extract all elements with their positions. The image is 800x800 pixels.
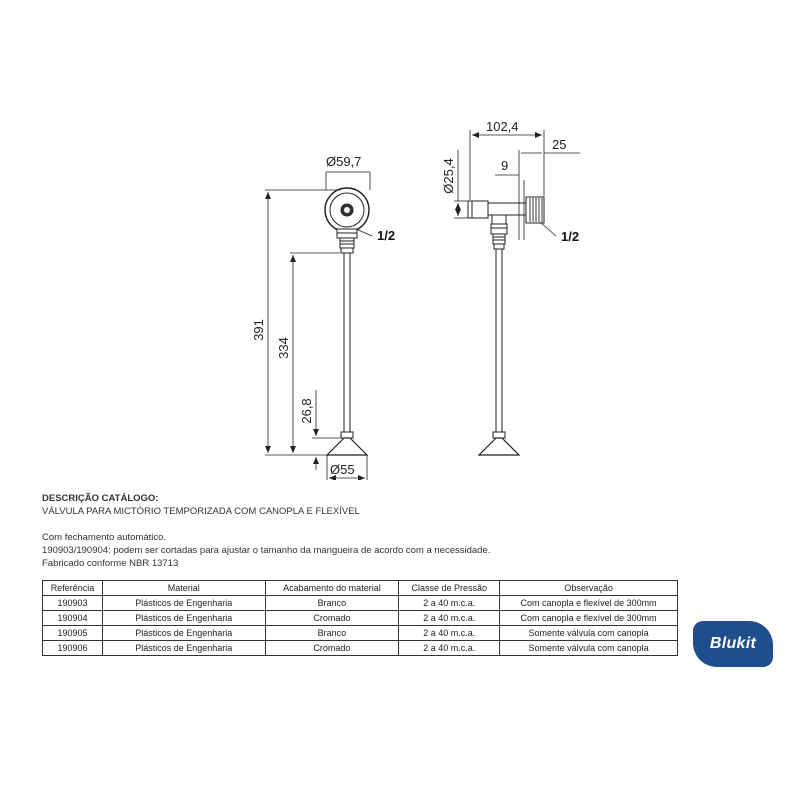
header-material: Material [102,581,265,596]
cell-reference: 190903 [43,596,103,611]
cell-finish: Branco [265,596,399,611]
cell-material: Plásticos de Engenharia [102,626,265,641]
description-line-3: Fabricado conforme NBR 13713 [42,558,179,569]
cell-reference: 190905 [43,626,103,641]
front-height-tube-label: 334 [276,337,291,359]
table-row [43,611,678,626]
spec-table [42,580,678,656]
table-row [43,641,678,656]
side-width-total-label: 102,4 [486,119,519,134]
front-height-base-label: 26,8 [299,398,314,424]
cell-pressure: 2 a 40 m.c.a. [399,596,500,611]
blukit-logo [693,621,773,667]
description-subtitle: VÁLVULA PARA MICTÓRIO TEMPORIZADA COM CANOPLA E FLEXÍVEL [42,506,360,517]
side-width-flange-label: 25 [552,137,567,152]
cell-pressure: 2 a 40 m.c.a. [399,626,500,641]
cell-material: Plásticos de Engenharia [102,611,265,626]
side-diameter-button-label: Ø25,4 [441,158,456,194]
table-header-row [43,581,678,596]
side-thread-label: 1/2 [561,229,580,244]
cell-material: Plásticos de Engenharia [102,596,265,611]
side-offset-label: 9 [501,158,509,173]
header-pressure: Classe de Pressão [399,581,500,596]
side-view [454,130,580,455]
table-row [43,626,678,641]
front-thread-label: 1/2 [377,228,396,243]
cell-note: Somente válvula com canopla [500,626,678,641]
front-height-total-label: 391 [251,319,266,341]
cell-finish: Cromado [265,611,399,626]
table-row [43,596,678,611]
header-note: Observação [500,581,678,596]
cell-pressure: 2 a 40 m.c.a. [399,641,500,656]
cell-note: Somente válvula com canopla [500,641,678,656]
cell-finish: Branco [265,626,399,641]
brand-name: Blukit [709,635,757,652]
cell-pressure: 2 a 40 m.c.a. [399,611,500,626]
cell-reference: 190904 [43,611,103,626]
header-reference: Referência [43,581,103,596]
cell-note: Com canopla e flexível de 300mm [500,596,678,611]
description-line-2: 190903/190904: podem ser cortadas para ajustar o tamanho da mangueira de acordo com a necessidade. [42,545,491,556]
cell-material: Plásticos de Engenharia [102,641,265,656]
description-heading: DESCRIÇÃO CATÁLOGO: [42,493,159,504]
cell-note: Com canopla e flexível de 300mm [500,611,678,626]
front-diameter-base-label: Ø55 [330,462,355,477]
description-line-1: Com fechamento automático. [42,532,167,543]
cell-finish: Cromado [265,641,399,656]
front-view [265,172,372,480]
catalog-description [42,492,682,570]
header-finish: Acabamento do material [265,581,399,596]
front-diameter-top-label: Ø59,7 [326,154,362,169]
cell-reference: 190906 [43,641,103,656]
